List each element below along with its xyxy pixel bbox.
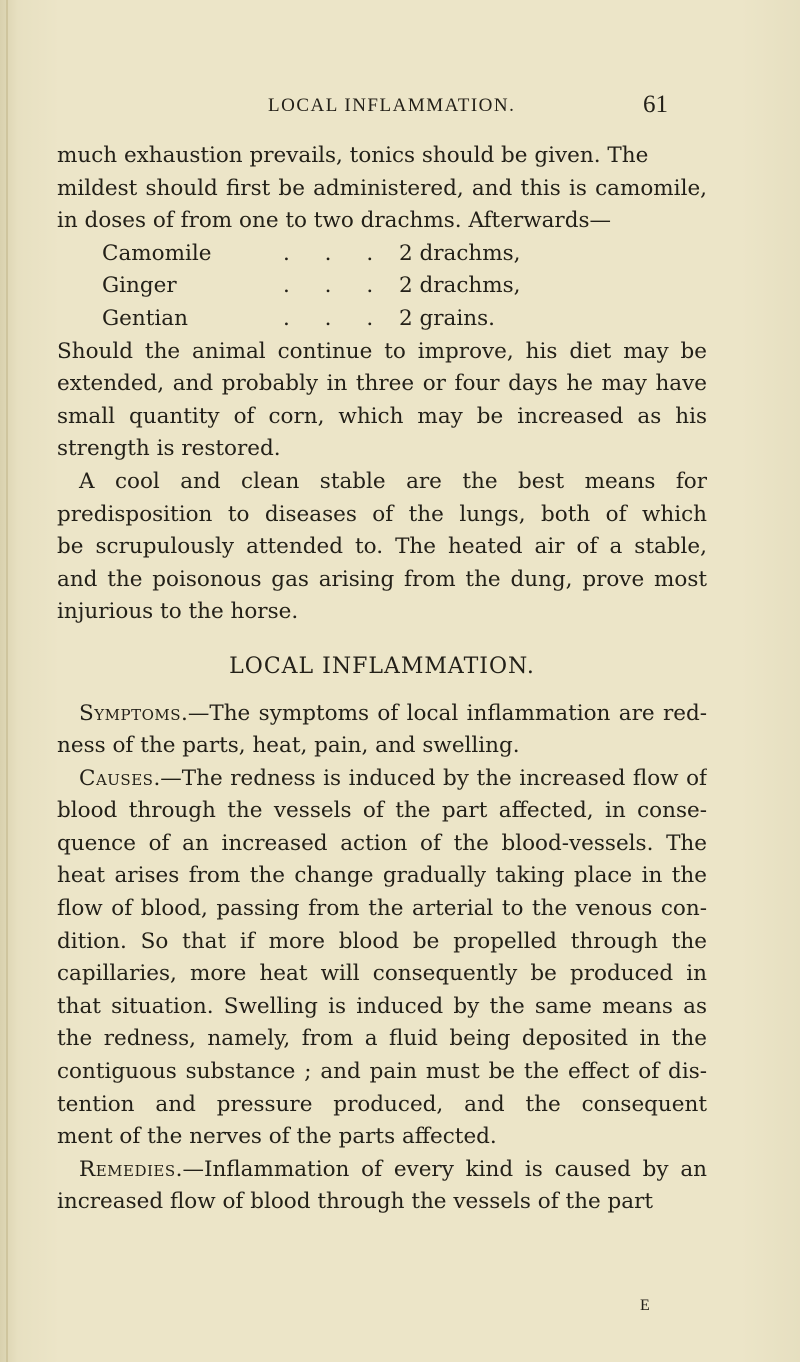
text-line: dition. So that if more blood be propelled through the	[57, 928, 707, 954]
recipe-dose: 2 drachms,	[399, 273, 521, 299]
text-line	[57, 763, 707, 796]
section-heading: LOCAL INFLAMMATION.	[229, 653, 535, 679]
text-line: increased flow of blood through the vessels of the part	[57, 1189, 654, 1215]
text-line: quence of an increased action of the blood-vessels. The	[57, 830, 707, 856]
recipe-row	[57, 238, 707, 271]
text-line	[57, 698, 707, 731]
recipe-ingredient: Camomile	[102, 240, 212, 266]
signature-mark: E	[640, 1297, 650, 1314]
text-line: contiguous substance ; and pain must be the effect of dis-	[57, 1059, 707, 1085]
recipe-ingredient: Ginger	[102, 273, 177, 299]
paragraph-label-symptoms: Symptoms	[79, 700, 182, 726]
running-head	[0, 91, 800, 125]
text-line: and the poisonous gas arising from the dung, prove most	[57, 566, 707, 592]
text-line: be scrupulously attended to. The heated air of a stable,	[57, 534, 707, 560]
text-line: blood through the vessels of the part affected, in conse-	[57, 798, 707, 824]
binding-gutter	[6, 0, 8, 1362]
text-line: small quantity of corn, which may be increased as his	[57, 403, 707, 429]
text-line: Should the animal continue to improve, his diet may be	[57, 338, 707, 364]
recipe-leader-dots: . . .	[283, 305, 388, 331]
text-line	[57, 1154, 707, 1187]
text-line: strength is restored.	[57, 436, 281, 462]
text-line: ness of the parts, heat, pain, and swelling.	[57, 733, 520, 759]
recipe-row	[57, 303, 707, 336]
recipe-leader-dots: . . .	[283, 273, 388, 299]
recipe-leader-dots: . . .	[283, 240, 388, 266]
text-line: A cool and clean stable are the best means for	[79, 468, 707, 494]
recipe-ingredient: Gentian	[102, 305, 188, 331]
recipe-dose: 2 grains.	[399, 305, 495, 331]
text-line: much exhaustion prevails, tonics should be given. The	[57, 143, 649, 168]
text-line: predisposition to diseases of the lungs, both of which	[57, 501, 707, 527]
running-head-title: LOCAL INFLAMMATION.	[268, 95, 516, 116]
text-run: .—Inflammation of every kind is caused by an	[175, 1156, 707, 1182]
text-run: .—The redness is induced by the increased flow of	[153, 765, 707, 791]
page-number: 61	[643, 91, 668, 118]
paragraph-label-causes: Causes	[79, 765, 154, 791]
recipe-row	[57, 270, 707, 303]
paragraph-label-remedies: Remedies	[79, 1156, 176, 1182]
text-line: injurious to the horse.	[57, 599, 299, 625]
text-line: flow of blood, passing from the arterial to the venous con-	[57, 896, 707, 922]
body-text	[57, 140, 707, 1219]
text-line: that situation. Swelling is induced by the same means as	[57, 993, 707, 1019]
recipe-dose: 2 drachms,	[399, 240, 521, 266]
text-line: in doses of from one to two drachms. Afterwards—	[57, 208, 611, 234]
text-line: capillaries, more heat will consequently be produced in	[57, 961, 707, 987]
text-run: .—The symptoms of local inflammation are red-	[181, 700, 707, 726]
text-line: tention and pressure produced, and the consequent	[57, 1091, 707, 1117]
text-line: the redness, namely, from a fluid being deposited in the	[57, 1026, 707, 1052]
text-line: extended, and probably in three or four days he may have	[57, 371, 707, 397]
text-line: heat arises from the change gradually taking place in the	[57, 863, 707, 889]
text-line: ment of the nerves of the parts affected.	[57, 1124, 497, 1150]
text-line: mildest should first be administered, and this is camomile,	[57, 175, 707, 201]
